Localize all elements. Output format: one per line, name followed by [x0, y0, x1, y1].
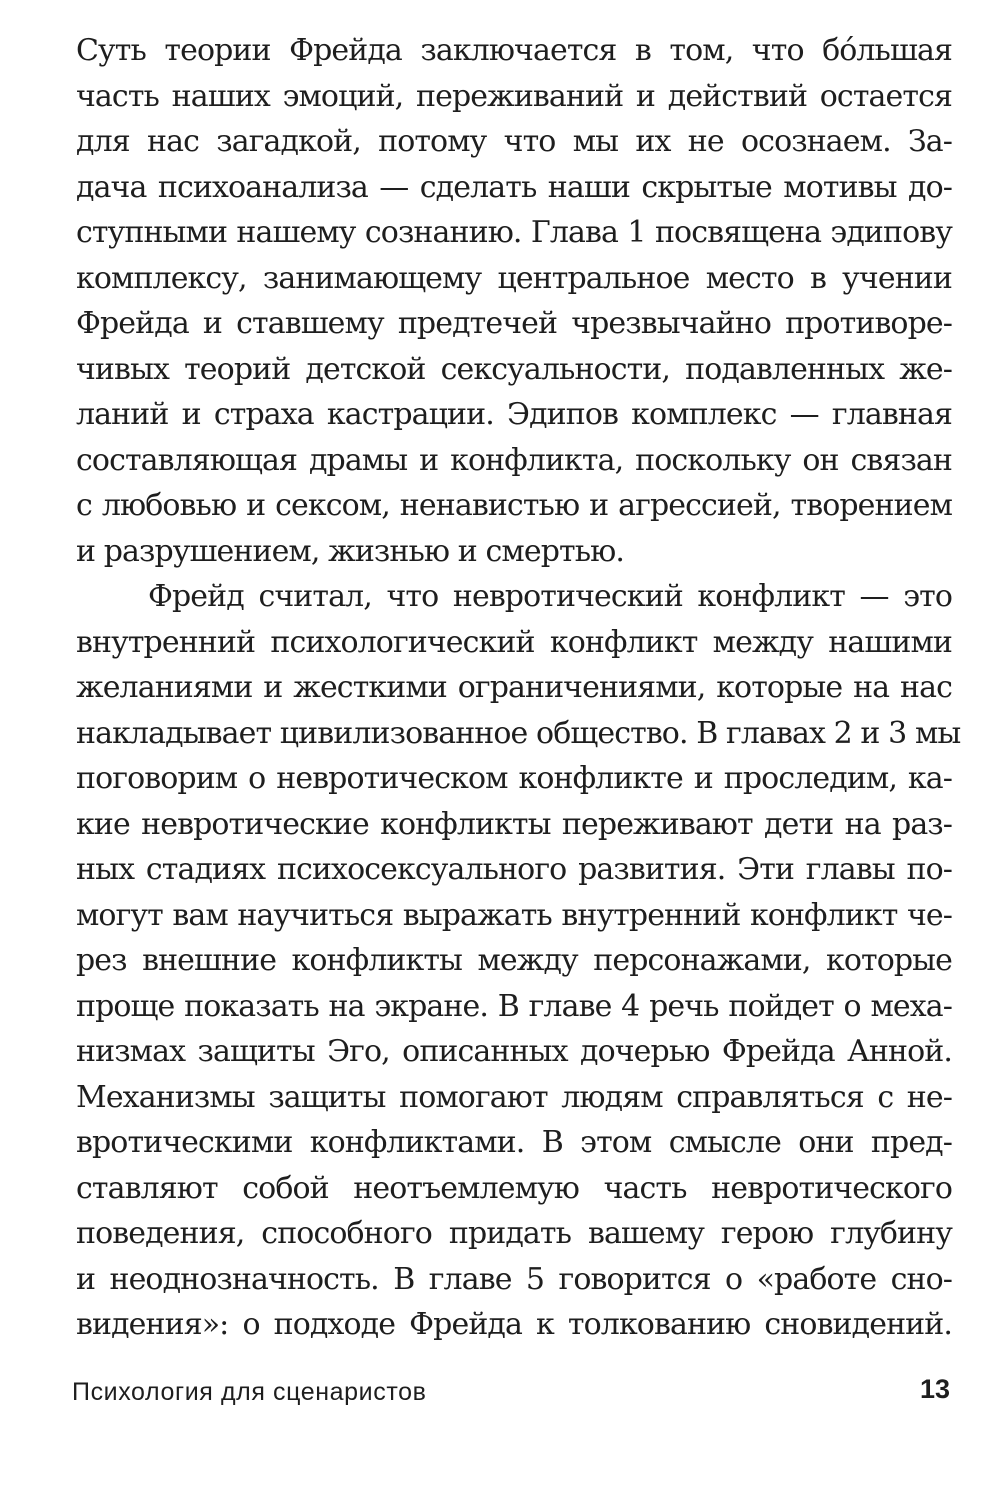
- text-line: ставляют собой неотъемлемую часть невротического: [76, 1170, 952, 1206]
- text-line: ланий и страха кастрации. Эдипов комплекс — главная: [76, 397, 952, 432]
- text-line: вротическими конфликтами. В этом смысле они пред-: [76, 1125, 952, 1160]
- text-line: и разрушением, жизнью и смертью.: [76, 533, 624, 569]
- page-number: 13: [919, 1374, 950, 1404]
- running-footer-title: Психология для сценаристов: [72, 1378, 427, 1406]
- text-line: накладывает цивилизованное общество. В главах 2 и 3 мы: [76, 715, 961, 751]
- paragraph-1: [76, 28, 952, 574]
- text-line: комплексу, занимающему центральное место в учении: [76, 260, 952, 296]
- text-line: желаниями и жесткими ограничениями, которые на нас: [76, 670, 952, 705]
- text-line: с любовью и сексом, ненавистью и агрессией, творением: [76, 488, 952, 523]
- text-line: рез внешние конфликты между персонажами, которые: [76, 943, 952, 978]
- text-line: для нас загадкой, потому что мы их не осознаем. За-: [76, 124, 952, 159]
- text-line: ных стадиях психосексуального развития. Эти главы по-: [76, 852, 952, 887]
- text-line: дача психоанализа — сделать наши скрытые мотивы до-: [76, 169, 952, 205]
- text-line: внутренний психологический конфликт между нашими: [76, 624, 952, 660]
- text-line: Механизмы защиты помогают людям справляться с не-: [76, 1079, 952, 1115]
- text-line: могут вам научиться выражать внутренний конфликт че-: [76, 897, 952, 933]
- text-line: видения»: о подходе Фрейда к толкованию сновидений.: [76, 1307, 952, 1342]
- text-line: ступными нашему сознанию. Глава 1 посвящена эдипову: [76, 215, 952, 250]
- text-line: и неоднозначность. В главе 5 говорится о «работе сно-: [76, 1261, 952, 1297]
- text-line: составляющая драмы и конфликта, поскольку он связан: [76, 442, 952, 478]
- text-line: Фрейда и ставшему предтечей чрезвычайно противоре-: [76, 306, 952, 341]
- text-line: низмах защиты Эго, описанных дочерью Фрейда Анной.: [76, 1034, 952, 1069]
- text-line: поведения, способного придать вашему герою глубину: [76, 1216, 952, 1251]
- paragraph-2: [76, 574, 961, 1348]
- text-line: поговорим о невротическом конфликте и проследим, ка-: [76, 761, 952, 796]
- body-text: [76, 28, 961, 1348]
- text-line: Фрейд считал, что невротический конфликт — это: [148, 579, 952, 614]
- text-line: проще показать на экране. В главе 4 речь пойдет о меха-: [76, 988, 952, 1024]
- text-line: чивых теорий детской сексуальности, подавленных же-: [76, 351, 952, 387]
- text-line: часть наших эмоций, переживаний и действий остается: [76, 78, 952, 114]
- text-line: Суть теории Фрейда заключается в том, что бо́льшая: [76, 33, 952, 68]
- text-line: кие невротические конфликты переживают дети на раз-: [76, 806, 952, 842]
